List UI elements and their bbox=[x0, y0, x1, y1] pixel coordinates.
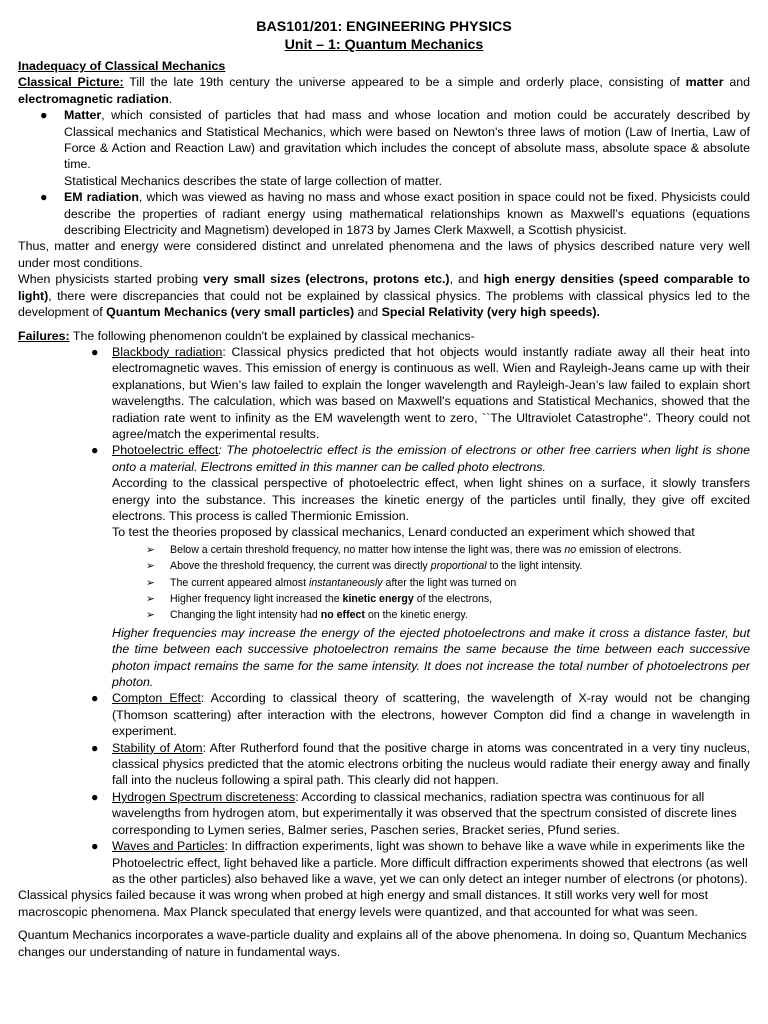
photoelectric-classical: According to the classical perspective of photoelectric effect, when light shines on a surface, it slowly transfers energy into the substance. This increases the kinetic energy of the particles until finally, they give off excited electrons. This process is called Thermionic Emission. bbox=[112, 476, 750, 523]
observation-item: ➢ Changing the light intensity had no effect on the kinetic energy. bbox=[18, 607, 750, 623]
arrow-icon: ➢ bbox=[146, 543, 155, 556]
lenard-observations bbox=[18, 542, 750, 624]
probe-paragraph: When physicists started probing very small sizes (electrons, protons etc.), and high energy densities (speed comparable to light), there were discrepancies that could not be explained by classical physics. The problems with classical physics led to the development of Quantum Mechanics (very small particles) and Special Relativity (very high speeds). bbox=[18, 272, 750, 320]
bullet-icon: ● bbox=[91, 789, 99, 804]
closing-paragraph-1: Classical physics failed because it was wrong when probed at high energy and small distances. It still works very well for most macroscopic phenomena. Max Planck speculated that energy levels were quantized, and that accounted for what was seen. bbox=[18, 888, 709, 919]
classical-list-2 bbox=[18, 189, 750, 238]
list-item-atom: ● Stability of Atom: After Rutherford found that the positive charge in atoms was concentrated in a very tiny nucleus, classical physics predicted that the atomic electrons orbiting the nucleus would radiate their energy away and finally fall into the nucleus following a spiral path. This clearly did not happen. bbox=[91, 740, 751, 788]
photoelectric-lenard: To test the theories proposed by classical mechanics, Lenard conducted an experiment which showed that bbox=[112, 525, 695, 540]
photoelectric-conclusion: Higher frequencies may increase the energy of the ejected photoelectrons and make it cross a distance faster, but the time between each successive photoelectron remains the same because the time between each successive photon impact remains the same for the same intensity. It does not increase the total number of photoelectrons per photon. bbox=[112, 625, 750, 690]
failures-list bbox=[18, 344, 750, 475]
list-item-compton: ● Compton Effect: According to classical theory of scattering, the wavelength of X-ray would not be changing (Thomson scattering) after interaction with the electrons, however Compton did find a change in wavelength in experiment. bbox=[91, 691, 750, 739]
section-heading: Inadequacy of Classical Mechanics bbox=[18, 59, 226, 73]
bullet-icon: ● bbox=[91, 443, 99, 458]
observation-item: ➢ Above the threshold frequency, the current was directly proportional to the light intensity. bbox=[18, 558, 750, 574]
failures-label: Failures: bbox=[18, 328, 70, 343]
arrow-icon: ➢ bbox=[146, 593, 155, 605]
list-item-photoelectric: ● Photoelectric effect: The photoelectric effect is the emission of electrons or other free carriers when light is shone onto a material. Electrons emitted in this manner can be called photo electrons. bbox=[91, 443, 750, 474]
bullet-icon: ● bbox=[91, 740, 99, 755]
classical-picture-label: Classical Picture: bbox=[18, 75, 124, 90]
arrow-icon: ➢ bbox=[146, 609, 155, 622]
observation-item: ➢ Higher frequency light increased the kinetic energy of the electrons, bbox=[18, 591, 750, 607]
unit-title: Unit – 1: Quantum Mechanics bbox=[284, 37, 484, 53]
closing-paragraph-2: Quantum Mechanics incorporates a wave-particle duality and explains all of the above phenomena. In doing so, Quantum Mechanics changes our understanding of nature in fundamental ways. bbox=[18, 928, 747, 959]
observation-item: ➢ The current appeared almost instantaneously after the light was turned on bbox=[18, 575, 750, 591]
arrow-icon: ➢ bbox=[146, 576, 155, 589]
thus-paragraph: Thus, matter and energy were considered distinct and unrelated phenomena and the laws of physics described nature very well under most conditions. bbox=[18, 239, 750, 270]
classical-picture-paragraph: Classical Picture: Till the late 19th century the universe appeared to be a simple and orderly place, consisting of matter and electromagnetic radiation. bbox=[18, 75, 750, 106]
classical-list bbox=[18, 107, 750, 173]
list-item-em-radiation: ● EM radiation, which was viewed as having no mass and whose exact position in space could not be fixed. Physicists could describe the properties of radiant energy using mathematical relationships known as Maxwell’s equations (equations describing Electricity and Magnetism) developed in 1873 by James Clerk Maxwell, a Scottish physicist. bbox=[40, 190, 750, 238]
bullet-icon: ● bbox=[40, 108, 48, 123]
failures-intro: Failures: The following phenomenon couldn't be explained by classical mechanics- bbox=[18, 328, 475, 343]
statistical-note: Statistical Mechanics describes the state of large collection of matter. bbox=[64, 173, 443, 188]
list-item-matter: ● Matter, which consisted of particles that had mass and whose location and motion could be accurately described by Classical mechanics and Statistical Mechanics, which were based on Newton's three laws of motion (Law of Inertia, Law of Force & Action and Reaction Law) and gravitation which includes the concept of absolute mass, absolute space & absolute time. bbox=[40, 108, 750, 172]
list-item-blackbody: ● Blackbody radiation: Classical physics predicted that hot objects would instantly radiate away all their heat into electromagnetic waves. This emission of energy is continuous as well. Wien and Rayleigh-Jeans came up with their explanations, but Wien’s law failed to explain the longer wavelength and Rayleigh-Jean’s law failed to explain short wavelengths. The calculation, which was based on Maxwell's equations and Statistical Mechanics, showed that the radiation rate went to infinity as the EM wavelength went to zero, ``The Ultraviolet Catastrophe''. Theory could not agree/match the experimental results. bbox=[91, 344, 750, 441]
bullet-icon: ● bbox=[91, 691, 99, 706]
list-item-hydrogen: ● Hydrogen Spectrum discreteness: According to classical mechanics, radiation spectra was continuous for all wavelengths from hydrogen atom, but experimentally it was observed that the spectrum consisted of discrete lines corresponding to Lymen series, Balmer series, Paschen series, Bracket series, Pfund series. bbox=[91, 789, 737, 837]
course-title: BAS101/201: ENGINEERING PHYSICS bbox=[256, 19, 512, 35]
document-page bbox=[18, 18, 750, 960]
bullet-icon: ● bbox=[40, 190, 48, 205]
arrow-icon: ➢ bbox=[146, 560, 155, 573]
observation-item: ➢ Below a certain threshold frequency, no matter how intense the light was, there was no emission of electrons. bbox=[18, 542, 750, 558]
list-item-waves: ● Waves and Particles: In diffraction experiments, light was shown to behave like a wave while in experiments like the Photoelectric effect, light behaved like a particle. More difficult diffraction experiments showed that electrons (as well as the other particles) also behaved like a wave, yet we can only detect an integer number of electrons (or photons). bbox=[91, 839, 748, 886]
bullet-icon: ● bbox=[91, 344, 99, 359]
bullet-icon: ● bbox=[91, 839, 99, 854]
failures-list-2 bbox=[18, 690, 750, 887]
